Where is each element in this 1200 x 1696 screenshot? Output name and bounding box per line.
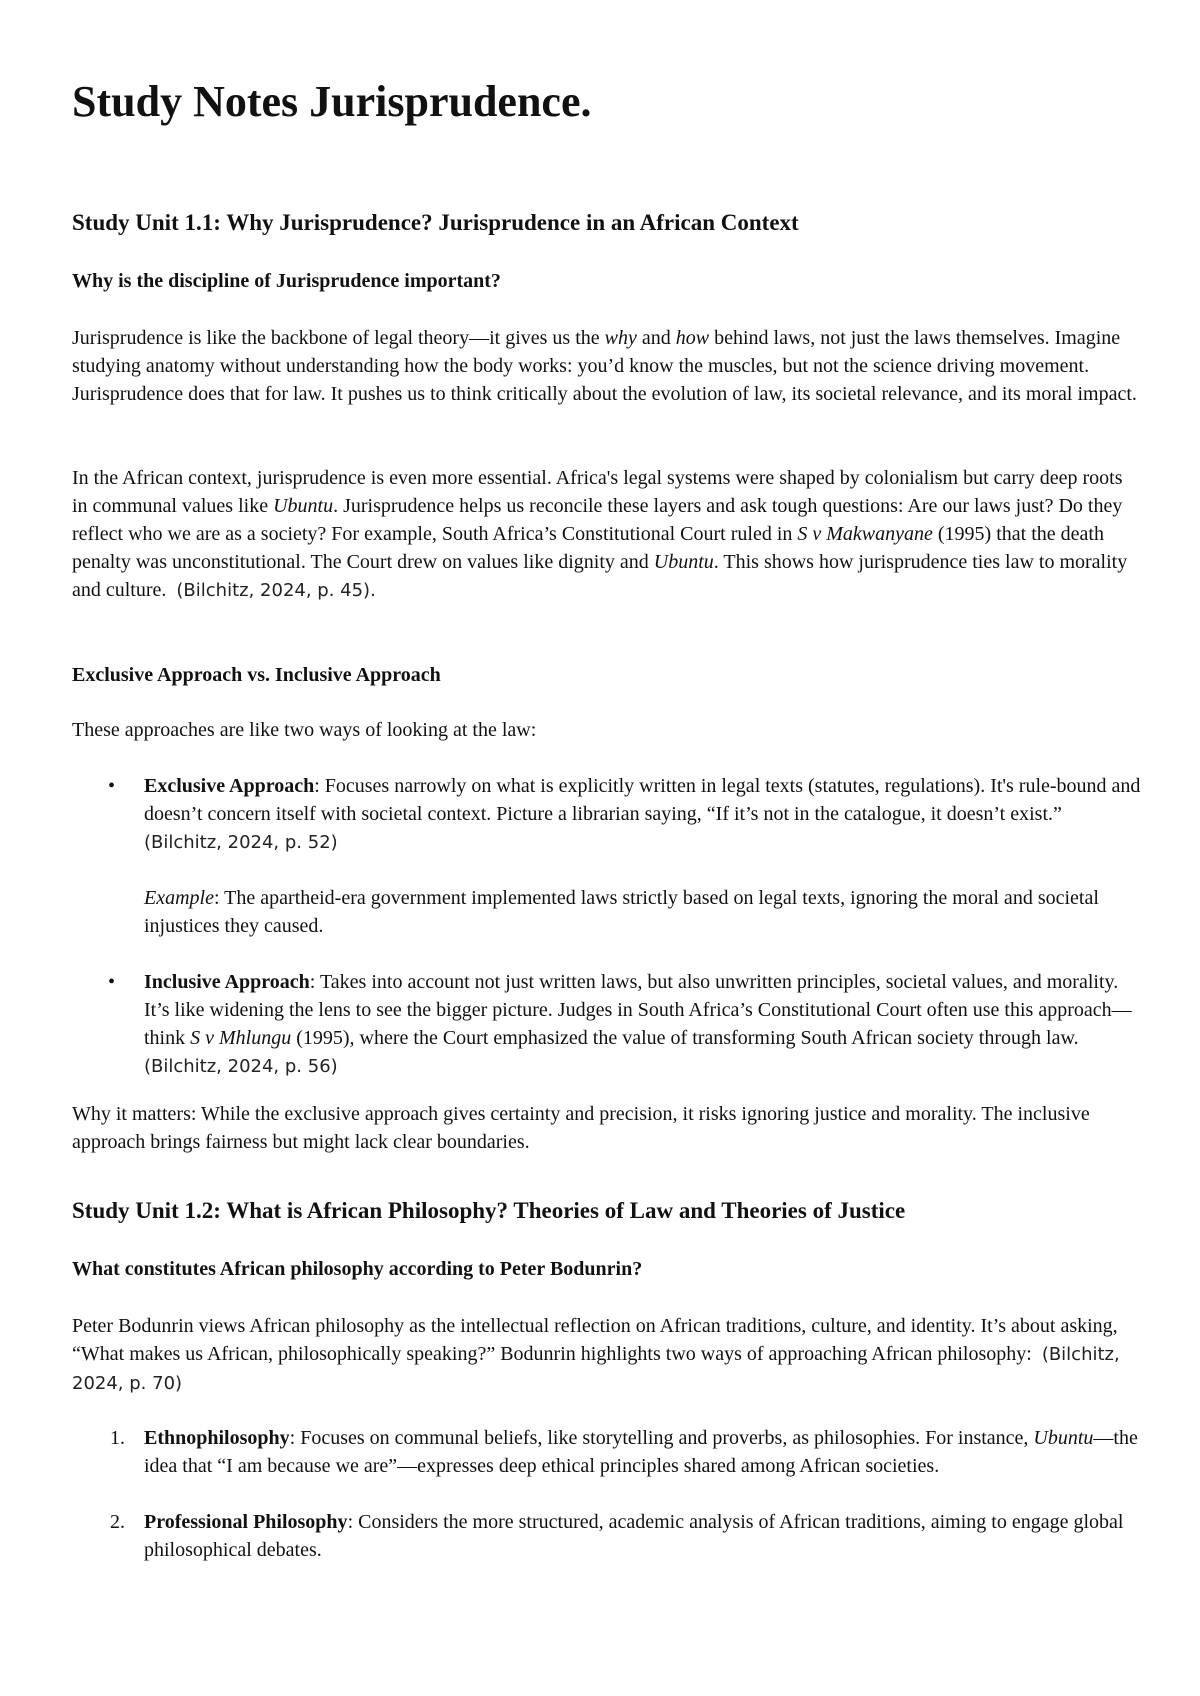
list-item-exclusive-example: Example: The apartheid-era government implemented laws strictly based on legal texts, ignoring the moral and societal injustices they caused.	[144, 887, 1099, 937]
citation: (Bilchitz, 2024, p. 56)	[144, 1056, 338, 1077]
paragraph-african-context: In the African context, jurisprudence is even more essential. Africa's legal systems were shaped by colonialism but carry deep roots in communal values like Ubuntu. Jurisprudence helps us reconcile these layers and ask tough questions: Are our laws just? Do they reflect who we are as a society? For example, South Africa’s Constitutional Court ruled in S v Makwanyane (1995) that the death penalty was unconstitutional. The Court drew on values like dignity and Ubuntu. This shows how jurisprudence ties law to morality and culture. (Bilchitz, 2024, p. 45).	[72, 467, 1128, 601]
document-title: Study Notes Jurisprudence.	[72, 77, 592, 126]
emphasis-how: how	[675, 327, 710, 349]
citation: (Bilchitz, 2024, p. 70)	[72, 1344, 1120, 1394]
term-exclusive-approach: Exclusive Approach	[144, 775, 315, 797]
term-ethnophilosophy: Ethnophilosophy	[144, 1427, 290, 1449]
bullet-marker: •	[108, 775, 116, 797]
case-makwanyane: S v Makwanyane	[797, 523, 933, 545]
paragraph-importance: Jurisprudence is like the backbone of legal theory—it gives us the why and how behind laws, not just the laws themselves. Imagine studying anatomy without understanding how the body works: you’d know the muscles, but not the science driving movement. Jurisprudence does that for law. It pushes us to think critically about the evolution of law, its societal relevance, and its moral impact.	[72, 327, 1137, 405]
emphasis-why: why	[604, 327, 637, 349]
bullet-marker: •	[108, 971, 116, 993]
citation: (Bilchitz, 2024, p. 52)	[144, 832, 338, 853]
term-inclusive-approach: Inclusive Approach	[144, 971, 310, 993]
question-importance-heading: Why is the discipline of Jurisprudence important?	[72, 270, 501, 292]
list-number: 1.	[110, 1427, 125, 1449]
list-number: 2.	[110, 1511, 125, 1533]
example-label: Example	[144, 887, 214, 909]
list-item-ethnophilosophy: Ethnophilosophy: Focuses on communal beliefs, like storytelling and proverbs, as philosophies. For instance, Ubuntu—the idea that “I am because we are”—expresses deep ethical principles shared among African societies.	[144, 1427, 1138, 1477]
question-bodunrin-heading: What constitutes African philosophy according to Peter Bodunrin?	[72, 1258, 643, 1280]
list-item-exclusive: Exclusive Approach: Focuses narrowly on what is explicitly written in legal texts (statutes, regulations). It's rule-bound and doesn’t concern itself with societal context. Picture a librarian saying, “If it’s not in the catalogue, it doesn’t exist.” (Bilchitz, 2024, p. 52)	[144, 775, 1141, 853]
paragraph-why-it-matters: Why it matters: While the exclusive approach gives certainty and precision, it risks ignoring justice and morality. The inclusive approach brings fairness but might lack clear boundaries.	[72, 1103, 1090, 1153]
unit-1-2-heading: Study Unit 1.2: What is African Philosophy? Theories of Law and Theories of Justice	[72, 1198, 906, 1223]
unit-1-1-heading: Study Unit 1.1: Why Jurisprudence? Jurisprudence in an African Context	[72, 210, 799, 235]
case-mhlungu: S v Mhlungu	[190, 1027, 292, 1049]
term-ubuntu: Ubuntu	[273, 495, 334, 517]
term-ubuntu: Ubuntu	[653, 551, 714, 573]
approaches-heading: Exclusive Approach vs. Inclusive Approach	[72, 664, 441, 686]
term-professional-philosophy: Professional Philosophy	[144, 1511, 348, 1533]
list-item-professional-philosophy: Professional Philosophy: Considers the more structured, academic analysis of African traditions, aiming to engage global philosophical debates.	[144, 1511, 1124, 1561]
paragraph-bodunrin: Peter Bodunrin views African philosophy as the intellectual reflection on African traditions, culture, and identity. It’s about asking, “What makes us African, philosophically speaking?” Bodunrin highlights two ways of approaching African philosophy: (Bilchitz, 2024, p. 70)	[72, 1315, 1120, 1394]
list-item-inclusive: Inclusive Approach: Takes into account not just written laws, but also unwritten principles, societal values, and morality. It’s like widening the lens to see the bigger picture. Judges in South Africa’s Constitutional Court often use this approach—think S v Mhlungu (1995), where the Court emphasized the value of transforming South African society through law. (Bilchitz, 2024, p. 56)	[144, 971, 1132, 1077]
term-ubuntu: Ubuntu	[1033, 1427, 1094, 1449]
citation: (Bilchitz, 2024, p. 45).	[176, 580, 376, 601]
paragraph-approaches-intro: These approaches are like two ways of looking at the law:	[72, 719, 537, 741]
